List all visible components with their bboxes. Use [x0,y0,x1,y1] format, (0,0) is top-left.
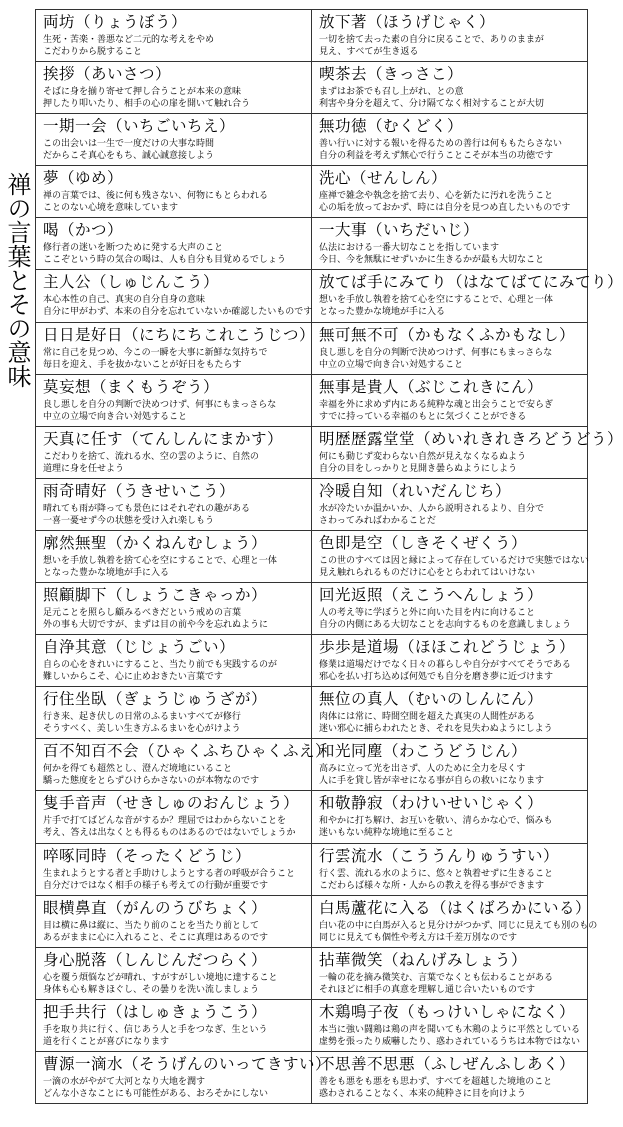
word-meaning [319,1024,587,1048]
word-term: 不思善不思悪（ふしぜんふしあく） [319,1054,576,1073]
word-meaning-line: どんな小さなことにも可能性がある、おろそかにしない [43,1088,269,1099]
word-term: 行雲流水（こううんりゅうすい） [319,846,560,865]
word-meaning-line: 一滴の水がやがて大河となり大地を潤す [43,1076,206,1087]
word-meaning [319,451,587,475]
word-meaning-line: ここぞという時の気合の喝は、人も自分も目覚めるでしょう [43,255,286,266]
word-meaning [43,86,311,110]
word-meaning-line: 良し悪しを自分の判断で決めつけず、何事にもまっさらな [43,399,277,410]
word-term: 雨奇晴好（うきせいこう） [43,481,236,500]
word-term: 拈華微笑（ねんげみしょう） [319,950,528,969]
word-meaning-line: 虚勢を張ったり威嚇したり、惑わされているうちは本物ではない [319,1036,581,1047]
word-cell [36,270,312,322]
word-meaning [319,711,587,735]
word-term: 廓然無聖（かくねんむしょう） [43,533,268,552]
word-meaning-line: 自分だけではなく相手の様子も考えての行動が重要です [43,880,269,891]
word-term: 回光返照（えこうへんしょう） [319,586,544,605]
word-term: 天真に任す（てんしんにまかす） [43,429,284,448]
word-meaning-line: 高みに立って光を出さず、人のために全力を尽くす [319,764,526,775]
word-meaning [319,659,587,683]
word-meaning-line: 自分の利益を考えず無心で行うことこそが本当の功徳です [319,151,554,162]
word-cell [36,947,312,999]
word-cell [312,374,588,426]
word-term: 無位の真人（むいのしんにん） [319,690,544,709]
word-cell [312,426,623,478]
word-term: 身心脱落（しんじんだつらく） [43,950,268,969]
word-meaning-line: ことのない心境を意味しています [43,203,179,214]
word-meaning-line: 幸福を外に求めず内にある純粋な魂と出会うことで安らぎ [319,399,554,410]
word-meaning-line: 自分に甲がわず、本来の自分を忘れていないか確認したいものです [43,307,313,318]
word-meaning-line: 何にも動じず変わらない自然が見えなくなるぬよう [319,451,527,462]
word-meaning-line: 毎日を迎え、手を抜かないことが好日をもたらす [43,359,242,370]
word-term: 一大事（いちだいじ） [319,221,480,240]
word-term: 両坊（りょうぼう） [43,13,188,31]
word-term: 和敬静寂（わけいせいじゃく） [319,794,544,813]
word-cell [312,843,588,895]
word-meaning [43,190,311,214]
word-cell [36,218,312,270]
table-row [36,322,588,374]
word-term: 挨拶（あいさつ） [43,65,172,84]
word-meaning [319,607,587,631]
word-meaning-line: 見え、すべてが生き返る [319,47,419,57]
table-row [36,687,588,739]
word-meaning-line: 想いを手放し執着を捨て心を空にすることで、心理と一体 [43,555,277,566]
word-meaning-line: 何かを得ても超然とし、澄んだ境地にいること [43,764,233,775]
table-row [36,530,588,582]
word-cell [312,739,588,791]
table-row [36,166,588,218]
word-meaning-line: 善い行いに対する報いを得るための善行は何ももたらさない [319,139,563,150]
word-meaning-line: すでに持っている幸福のもとに気づくことができる [319,411,527,422]
word-meaning-line: 和やかに打ち解け、お互いを敬い、清らかな心で、悩みも [319,816,553,827]
word-meaning-line: 心を覆う煩悩などが晴れ、すがすがしい境地に達すること [43,972,278,983]
word-meaning-line: 迷いもない純粋な境地に至ること [319,828,455,839]
word-meaning-line: こだわりを捨て、流れる水、空の雲のように、自然の [43,451,259,462]
word-term: 莫妄想（まくもうぞう） [43,377,220,396]
word-meaning [43,347,311,371]
word-cell [36,322,316,374]
table-row [36,426,588,478]
word-meaning-line: 生まれようとする者と手助けしようとする者の呼吸が合うこと [43,868,296,879]
word-term: 無可無不可（かもなくふかもなし） [319,325,576,344]
word-term: 無功徳（むくどく） [319,117,464,136]
word-meaning-line: 想いを手放し執着を捨て心を空にすることで、心理と一体 [319,295,553,306]
word-term: 一期一会（いちごいちえ） [43,117,236,136]
word-cell [312,583,588,635]
word-meaning-line: 人に手を貸し皆が幸せになる事が自らの救いになります [319,776,545,787]
word-cell [36,426,312,478]
table-row [36,947,588,999]
word-meaning [319,138,587,162]
word-cell [36,635,312,687]
word-meaning-line: 禅の言葉では、後に何も残さない、何物にもとらわれる [43,191,269,202]
word-term: 放てば手にみてり（はなてばてにみてり） [319,273,623,292]
word-meaning-line: 水が冷たいか温かいか、人から説明されるより、自分で [319,503,545,514]
word-meaning-line: 利害や身分を超えて、分け隔てなく相対することが大切 [319,99,544,110]
word-meaning [43,555,311,579]
word-meaning-line: 修行者の迷いを断つために発する大声のこと [43,243,224,254]
word-cell [312,895,598,947]
word-meaning [319,294,587,318]
word-meaning-line: 善をも悪をも悪をも思わず、すべてを超越した境地のこと [319,1076,553,1087]
word-meaning [43,242,311,266]
word-meaning-line: となった豊かな境地が手に入る [319,307,446,318]
table-row [36,114,588,166]
word-term: 放下著（ほうげじゃく） [319,13,496,31]
word-meaning [319,815,587,839]
word-meaning-line: さわってみればわかることだ [319,515,436,526]
table-row [36,895,588,947]
word-term: 喫茶去（きっさこ） [319,65,464,84]
table-row [36,374,588,426]
word-meaning-line: 考え、答えは出なくとも得るものはあるのではないでしょうか [43,828,296,839]
word-term: 日日是好日（にちにちこれこうじつ） [43,325,316,344]
table-row [36,791,588,843]
word-term: 啐啄同時（そったくどうじ） [43,846,252,865]
word-meaning [43,34,311,58]
table-row [36,843,588,895]
word-meaning [319,1076,587,1100]
word-meaning-line: 道を行くことが喜びになります [43,1036,170,1047]
word-meaning-line: そばに身を揃り寄せて押し合うことが本来の意味 [43,87,242,98]
word-meaning-line: 片手で打てばどんな音がするか？理屈ではわからないことを [43,816,287,827]
zen-word-table [35,9,623,1104]
word-term: 無事是貴人（ぶじこれきにん） [319,377,544,396]
word-meaning [43,763,311,787]
word-meaning-line: 惑わされることなく、本来の純粋さに目を向けよう [319,1088,526,1099]
word-cell [312,947,588,999]
word-meaning-line: この出会いは一生で一度だけの大事な時間 [43,139,215,150]
word-cell [36,739,332,791]
word-cell [36,478,312,530]
word-meaning-line: 邪心を払い打ち込めば何処でも自分を磨き夢に近づけます [319,672,554,683]
word-meaning [43,451,311,475]
word-meaning [319,34,587,58]
word-cell [36,10,312,62]
word-meaning-line: 一切を捨て去った素の自分に戻ることで、ありのままが [319,35,544,45]
word-meaning-line: 一輪の花を摘み微笑む、言葉でなくとも伝わることがある [319,972,554,983]
word-term: 色即是空（しきそくぜくう） [319,533,528,552]
word-term: 明歴歴露堂堂（めいれきれきろどうどう） [319,429,623,448]
word-meaning-line: 心の垢を放っておかず、時には自分を見つめ直したいものです [319,203,571,214]
word-cell [36,999,312,1051]
word-meaning [43,711,311,735]
word-meaning-line: 中立の立場で向き合い対処すること [319,359,464,370]
word-cell [312,10,588,62]
word-meaning-line: 外の事も大切ですが、まずは目の前や今を忘れぬように [43,620,269,631]
word-cell [312,791,588,843]
word-meaning-line: 同じに見えても個性や考え方は千差万別なのです [319,932,518,943]
word-meaning-line: こだわらば様々な所・人からの教えを得る事ができます [319,880,545,891]
word-meaning-line: 晴れても雨が降っても景色にはそれぞれの趣がある [43,503,251,514]
word-cell [36,895,312,947]
word-cell [36,62,312,114]
word-cell [36,791,312,843]
word-meaning-line: 仏法における一番大切なことを指しています [319,243,500,254]
word-term: 眼横鼻直（がんのうびちょく） [43,898,268,917]
word-cell [36,530,312,582]
word-term: 行住坐臥（ぎょうじゅうざが） [43,690,268,709]
table-row [36,62,588,114]
word-term: 自浄其意（じじょうごい） [43,638,236,657]
word-meaning [43,607,311,631]
word-meaning [319,972,587,996]
word-meaning-line: 今日、今を無駄にせずいかに生きるかが最も大切なこと [319,255,545,266]
word-meaning [319,503,587,527]
table-row [36,218,588,270]
word-cell [312,999,588,1051]
word-meaning-line: 見え触れられるものだけに心をとらわれてはいけない [319,567,536,578]
word-cell [36,114,312,166]
word-meaning-line: 驕った態度をとらずひけらかさないのが本物なのです [43,776,260,787]
word-meaning-line: 人の考え等に学ぼうと外に向いた目を内に向けること [319,608,536,619]
word-term: 冷暖自知（れいだんじち） [319,481,512,500]
word-meaning [319,763,587,787]
word-meaning-line: 行き来、起き伏しの日常のふるまいすべてが修行 [43,712,241,723]
word-meaning-line: 迷い邪心に捕らわれたとき、それを見失わぬようにしよう [319,724,553,735]
word-meaning-line: 押したり叩いたり、相手の心の扉を開いて触れ合う [43,99,251,110]
word-cell [312,62,588,114]
word-term: 歩歩是道場（ほほこれどうじょう） [319,638,576,657]
word-meaning-line: 道理に身を任せよう [43,463,125,474]
word-meaning-line: 常に自己を見つめ、今この一瞬を大事に新鮮な気持ちで [43,347,268,358]
table-row [36,583,588,635]
page-title: 禅の言葉とその意味 [3,172,31,388]
word-meaning [319,190,587,214]
word-meaning [43,503,311,527]
word-meaning [43,138,311,162]
word-cell [312,218,588,270]
word-term: 夢（ゆめ） [43,169,124,188]
word-meaning-line: 座禅で雑念や執念を捨て去り、心を新たに汚れを洗うこと [319,191,554,202]
table-row [36,739,588,791]
word-cell [312,114,588,166]
word-cell [312,687,588,739]
word-term: 曹源一滴水（そうげんのいってきすい） [43,1054,332,1073]
word-term: 木鶏鳴子夜（もっけいしゃになく） [319,1002,576,1021]
word-meaning-line: 良し悪しを自分の判断で決めつけず、何事にもまっさらな [319,347,553,358]
table-row [36,10,588,62]
word-meaning-line: 難しいからこそ、心に止めおきたい言葉です [43,672,223,683]
word-term: 白馬蘆花に入る（はくばろかにいる） [319,898,592,917]
word-meaning [43,815,311,839]
word-meaning [319,920,598,944]
word-meaning-line: だからこそ真心をもち、誠心誠意接しよう [43,151,215,162]
word-meaning [43,399,311,423]
word-meaning-line: こだわりから脱すること [43,47,143,57]
word-term: 喝（かつ） [43,221,124,240]
word-meaning-line: 自らの心をきれいにすること、当たり前でも実践するのが [43,660,278,671]
word-meaning-line: 白い花の中に白馬が入ると見分けがつかず、同じに見えても別のもの [319,920,598,931]
word-meaning [43,920,311,944]
word-meaning-line: 一喜一憂せず今の状態を受け入れ楽しもう [43,515,215,526]
word-cell [36,166,312,218]
word-cell [312,166,588,218]
word-meaning-line: 目は横に鼻は縦に、当たり前のことを当たり前として [43,920,260,931]
table-row [36,1051,588,1103]
word-cell [36,1051,332,1103]
word-meaning-line: 中立の立場で向き合い対処すること [43,411,188,422]
word-cell [36,843,312,895]
word-meaning [43,1076,311,1100]
word-meaning [319,242,587,266]
word-meaning-line: それほどに相手の真意を理解し通じ合いたいものです [319,984,536,995]
word-meaning-line: あるがままに心に入れること、そこに真理はあるのです [43,932,269,943]
word-cell [36,687,312,739]
word-meaning-line: 身体も心も解きほぐし、その曇りを洗い流しましょう [43,984,260,995]
word-term: 百不知百不会（ひゃくふちひゃくふえ） [43,742,332,761]
table-row [36,270,588,322]
word-meaning-line: まずはお茶でも召し上がれ、との意 [319,87,464,98]
word-meaning-line: 肉体には常に、時間空間を超えた真実の人間性がある [319,712,536,723]
word-term: 把手共行（はしゅきょうこう） [43,1002,268,1021]
word-meaning [319,868,587,892]
word-meaning [43,972,311,996]
word-meaning [43,1024,311,1048]
word-meaning [319,555,587,579]
table-row [36,635,588,687]
zen-word-table-body [36,10,623,1104]
word-meaning-line: 生死・苦楽・善悪など二元的な考えをやめ [43,35,215,45]
word-meaning [319,399,587,423]
word-cell [36,374,312,426]
word-meaning-line: となった豊かな境地が手に入る [43,567,170,578]
word-meaning-line: 本心本性の自己、真実の自分自身の意味 [43,295,206,306]
word-term: 照顧脚下（しょうこきゃっか） [43,586,268,605]
word-cell [312,1051,588,1103]
word-meaning [43,659,311,683]
word-cell [312,635,588,687]
word-cell [312,270,623,322]
word-meaning-line: 本当に強い闘鶏は鶏の声を聞いても木鶏のように平然としている [319,1024,581,1035]
word-meaning-line: 手を取り共に行く、信じあう人と手をつなぎ、生という [43,1024,268,1035]
word-meaning [319,86,587,110]
word-term: 隻手音声（せきしゅのおんじょう） [43,794,300,813]
word-cell [36,583,312,635]
word-meaning-line: この世のすべては因と縁によって存在しているだけで実態ではない [319,555,589,566]
word-meaning-line: 自分の内側にある大切なことを志向するものを意識しましょう [319,620,572,631]
word-meaning-line: 足元ことを照らし顧みるべきだという戒めの言葉 [43,608,242,619]
word-cell [312,322,588,374]
word-meaning-line: 自分の目をしっかりと見開き曇らぬようにしよう [319,463,518,474]
word-meaning-line: そうすべく、美しい生き方ふるまいを心がけよう [43,724,241,735]
word-term: 洗心（せんしん） [319,169,448,188]
table-row [36,478,588,530]
word-meaning [319,347,587,371]
word-cell [312,478,588,530]
table-row [36,999,588,1051]
word-term: 主人公（しゅじんこう） [43,273,220,292]
word-meaning-line: 修業は道場だけでなく日々の暮らしや自分がすべてそうである [319,660,571,671]
word-meaning [43,294,311,318]
word-cell [312,530,588,582]
word-term: 和光同塵（わこうどうじん） [319,742,528,761]
word-meaning-line: 行く雲、流れる水のように、悠々と執着せずに生きること [319,868,554,879]
word-meaning [43,868,311,892]
